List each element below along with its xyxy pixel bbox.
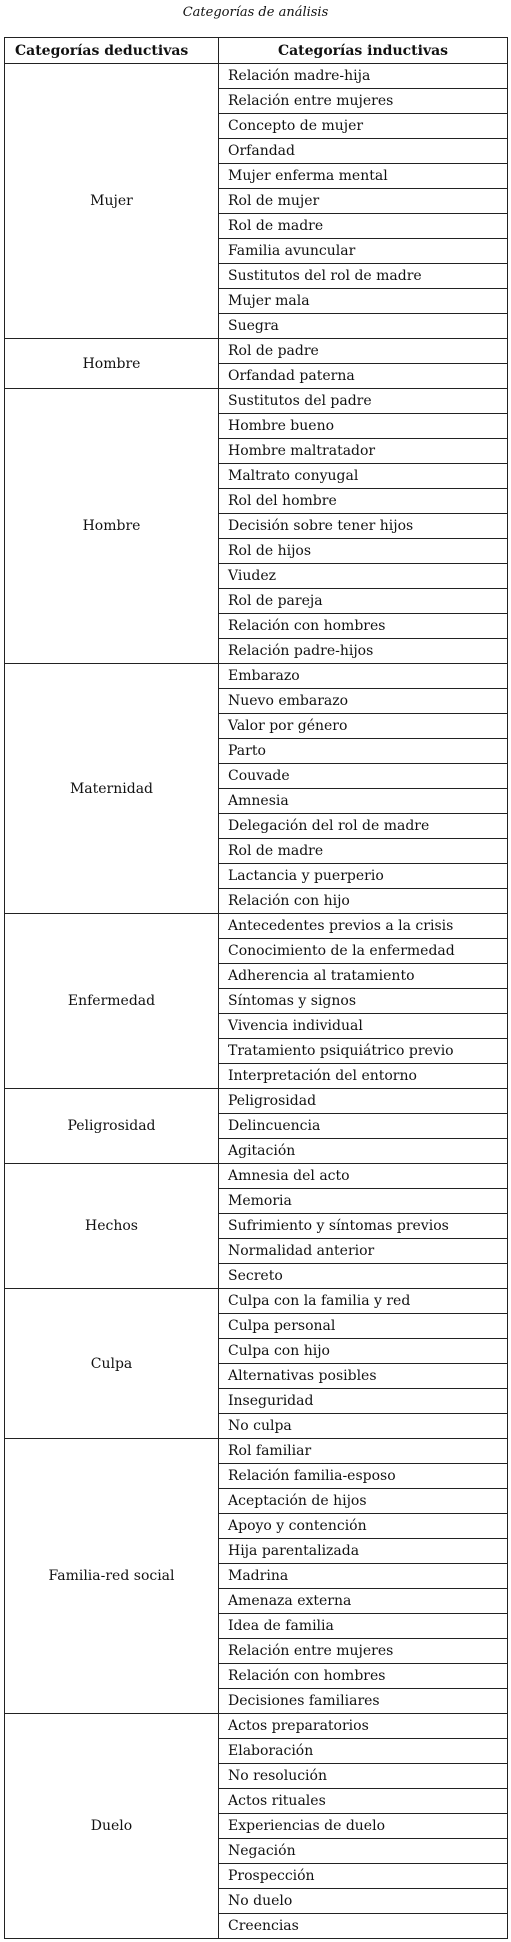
inductive-category-cell: Mujer mala <box>219 289 508 314</box>
inductive-category-cell: Amnesia del acto <box>219 1164 508 1189</box>
inductive-category-cell: Maltrato conyugal <box>219 464 508 489</box>
inductive-category-cell: No duelo <box>219 1889 508 1914</box>
table-row <box>5 64 508 89</box>
inductive-category-cell: Embarazo <box>219 664 508 689</box>
table-row <box>5 389 508 414</box>
inductive-category-cell: Agitación <box>219 1139 508 1164</box>
inductive-category-cell: Relación con hombres <box>219 614 508 639</box>
inductive-category-cell: Conocimiento de la enfermedad <box>219 939 508 964</box>
inductive-category-cell: Actos preparatorios <box>219 1714 508 1739</box>
table-row <box>5 664 508 689</box>
inductive-category-cell: Madrina <box>219 1564 508 1589</box>
inductive-category-cell: Elaboración <box>219 1739 508 1764</box>
table-row <box>5 339 508 364</box>
header-deductive: Categorías deductivas <box>5 38 219 64</box>
inductive-category-cell: Amenaza externa <box>219 1589 508 1614</box>
inductive-category-cell: Familia avuncular <box>219 239 508 264</box>
inductive-category-cell: Idea de familia <box>219 1614 508 1639</box>
table-row <box>5 1714 508 1739</box>
deductive-category-cell: Hombre <box>5 339 219 389</box>
inductive-category-cell: Viudez <box>219 564 508 589</box>
table-row <box>5 914 508 939</box>
inductive-category-cell: Normalidad anterior <box>219 1239 508 1264</box>
deductive-category-cell: Hombre <box>5 389 219 664</box>
table-row <box>5 1289 508 1314</box>
inductive-category-cell: Orfandad <box>219 139 508 164</box>
inductive-category-cell: Experiencias de duelo <box>219 1814 508 1839</box>
inductive-category-cell: Relación entre mujeres <box>219 89 508 114</box>
inductive-category-cell: Síntomas y signos <box>219 989 508 1014</box>
inductive-category-cell: Relación entre mujeres <box>219 1639 508 1664</box>
table-row <box>5 1089 508 1114</box>
inductive-category-cell: Rol del hombre <box>219 489 508 514</box>
inductive-category-cell: Mujer enferma mental <box>219 164 508 189</box>
inductive-category-cell: Rol de pareja <box>219 589 508 614</box>
inductive-category-cell: Decisiones familiares <box>219 1689 508 1714</box>
inductive-category-cell: Creencias <box>219 1914 508 1939</box>
deductive-category-cell: Familia-red social <box>5 1439 219 1714</box>
inductive-category-cell: Culpa con hijo <box>219 1339 508 1364</box>
inductive-category-cell: Relación con hijo <box>219 889 508 914</box>
inductive-category-cell: Rol de madre <box>219 839 508 864</box>
inductive-category-cell: Concepto de mujer <box>219 114 508 139</box>
inductive-category-cell: Interpretación del entorno <box>219 1064 508 1089</box>
inductive-category-cell: Inseguridad <box>219 1389 508 1414</box>
inductive-category-cell: Hombre maltratador <box>219 439 508 464</box>
inductive-category-cell: Sustitutos del padre <box>219 389 508 414</box>
inductive-category-cell: Hombre bueno <box>219 414 508 439</box>
deductive-category-cell: Mujer <box>5 64 219 339</box>
inductive-category-cell: Peligrosidad <box>219 1089 508 1114</box>
deductive-category-cell: Maternidad <box>5 664 219 914</box>
inductive-category-cell: Sustitutos del rol de madre <box>219 264 508 289</box>
inductive-category-cell: Parto <box>219 739 508 764</box>
inductive-category-cell: Decisión sobre tener hijos <box>219 514 508 539</box>
categories-table <box>4 37 508 1939</box>
inductive-category-cell: Relación con hombres <box>219 1664 508 1689</box>
inductive-category-cell: Negación <box>219 1839 508 1864</box>
table-row <box>5 1164 508 1189</box>
inductive-category-cell: Sufrimiento y síntomas previos <box>219 1214 508 1239</box>
inductive-category-cell: Memoria <box>219 1189 508 1214</box>
table-body <box>5 64 508 1939</box>
inductive-category-cell: Relación madre-hija <box>219 64 508 89</box>
deductive-category-cell: Peligrosidad <box>5 1089 219 1164</box>
inductive-category-cell: Hija parentalizada <box>219 1539 508 1564</box>
inductive-category-cell: Nuevo embarazo <box>219 689 508 714</box>
inductive-category-cell: Culpa con la familia y red <box>219 1289 508 1314</box>
table-caption: Categorías de análisis <box>182 5 329 20</box>
inductive-category-cell: Rol de hijos <box>219 539 508 564</box>
inductive-category-cell: Lactancia y puerperio <box>219 864 508 889</box>
inductive-category-cell: Aceptación de hijos <box>219 1489 508 1514</box>
inductive-category-cell: Relación padre-hijos <box>219 639 508 664</box>
inductive-category-cell: Amnesia <box>219 789 508 814</box>
inductive-category-cell: Delincuencia <box>219 1114 508 1139</box>
inductive-category-cell: Delegación del rol de madre <box>219 814 508 839</box>
deductive-category-cell: Duelo <box>5 1714 219 1939</box>
inductive-category-cell: Prospección <box>219 1864 508 1889</box>
inductive-category-cell: Rol de madre <box>219 214 508 239</box>
deductive-category-cell: Culpa <box>5 1289 219 1439</box>
inductive-category-cell: Alternativas posibles <box>219 1364 508 1389</box>
inductive-category-cell: Culpa personal <box>219 1314 508 1339</box>
deductive-category-cell: Enfermedad <box>5 914 219 1089</box>
inductive-category-cell: No culpa <box>219 1414 508 1439</box>
inductive-category-cell: Apoyo y contención <box>219 1514 508 1539</box>
header-inductive: Categorías inductivas <box>219 38 508 64</box>
inductive-category-cell: Antecedentes previos a la crisis <box>219 914 508 939</box>
inductive-category-cell: Vivencia individual <box>219 1014 508 1039</box>
deductive-category-cell: Hechos <box>5 1164 219 1289</box>
inductive-category-cell: Adherencia al tratamiento <box>219 964 508 989</box>
inductive-category-cell: Orfandad paterna <box>219 364 508 389</box>
inductive-category-cell: Rol de padre <box>219 339 508 364</box>
inductive-category-cell: Couvade <box>219 764 508 789</box>
inductive-category-cell: Suegra <box>219 314 508 339</box>
table-row <box>5 1439 508 1464</box>
inductive-category-cell: No resolución <box>219 1764 508 1789</box>
inductive-category-cell: Secreto <box>219 1264 508 1289</box>
inductive-category-cell: Valor por género <box>219 714 508 739</box>
inductive-category-cell: Rol de mujer <box>219 189 508 214</box>
inductive-category-cell: Relación familia-esposo <box>219 1464 508 1489</box>
inductive-category-cell: Actos rituales <box>219 1789 508 1814</box>
inductive-category-cell: Rol familiar <box>219 1439 508 1464</box>
inductive-category-cell: Tratamiento psiquiátrico previo <box>219 1039 508 1064</box>
header-row <box>5 38 508 64</box>
